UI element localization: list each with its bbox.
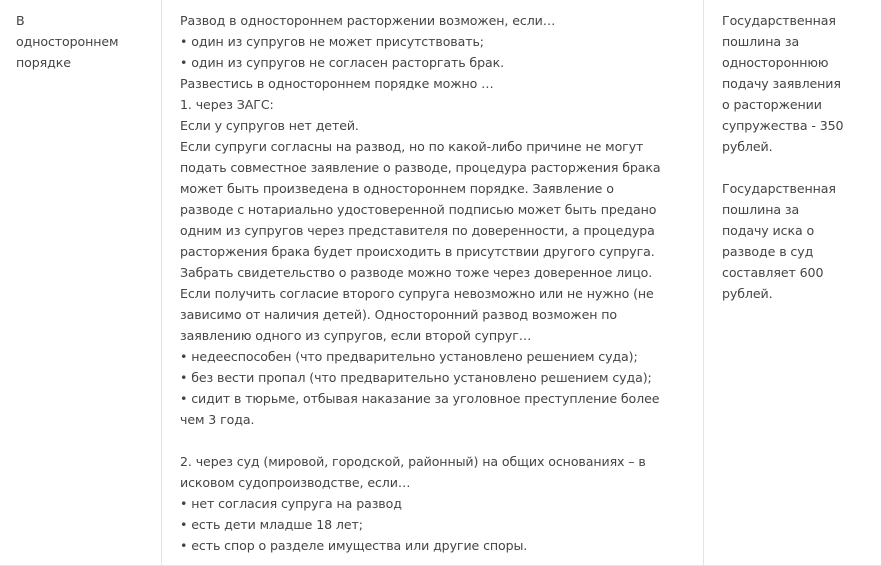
paragraph-spacer [180, 430, 695, 451]
description-line: • есть дети младше 18 лет; [180, 517, 363, 532]
description-line: заявлению одного из супругов, если второй супруг… [180, 328, 532, 343]
fee-line: рублей. [722, 139, 773, 154]
description-line: подать совместное заявление о разводе, процедура расторжения брака [180, 160, 661, 175]
fee-line: Государственная [722, 181, 836, 196]
fee-line: составляет 600 [722, 265, 824, 280]
description-line: расторжения брака будет происходить в присутствии другого супруга. [180, 244, 655, 259]
divorce-type-line: порядке [16, 55, 71, 70]
description-line: Если супруги согласны на развод, но по какой-либо причине не могут [180, 139, 644, 154]
description-line: одним из супругов через представителя по доверенности, а процедура [180, 223, 655, 238]
fee-line: рублей. [722, 286, 773, 301]
description-line: • сидит в тюрьме, отбывая наказание за уголовное преступление более [180, 391, 660, 406]
fee-line: подачу заявления [722, 76, 841, 91]
description-line: Забрать свидетельство о разводе можно тоже через доверенное лицо. [180, 265, 653, 280]
fee-line: Государственная [722, 13, 836, 28]
fee-line: одностороннюю [722, 55, 829, 70]
description-line: Если у супругов нет детей. [180, 118, 359, 133]
fee-line: подачу иска о [722, 223, 815, 238]
divorce-type-line: одностороннем [16, 34, 119, 49]
registry-fee-text [722, 10, 875, 157]
description-line: 2. через суд (мировой, городской, районный) на общих основаниях – в [180, 454, 646, 469]
fee-line: супружества - 350 [722, 118, 844, 133]
description-line: • один из супругов не может присутствовать; [180, 34, 484, 49]
description-line: исковом судопроизводстве, если… [180, 475, 411, 490]
description-line: разводе с нотариально удостоверенной подписью может быть предано [180, 202, 657, 217]
description-line: 1. через ЗАГС: [180, 97, 274, 112]
description-line: может быть произведена в одностороннем порядке. Заявление о [180, 181, 614, 196]
description-line: • недееспособен (что предварительно установлено решением суда); [180, 349, 638, 364]
description-line: • есть спор о разделе имущества или другие споры. [180, 538, 528, 553]
divorce-type-line: В [16, 13, 25, 28]
description-line: • нет согласия супруга на развод [180, 496, 402, 511]
description-line: • один из супругов не согласен расторгать брак. [180, 55, 505, 70]
description-line: • без вести пропал (что предварительно установлено решением суда); [180, 370, 652, 385]
fee-line: пошлина за [722, 202, 800, 217]
fee-line: разводе в суд [722, 244, 814, 259]
fee-line: о расторжении [722, 97, 822, 112]
description-line: чем 3 года. [180, 412, 255, 427]
state-fee-cell [704, 0, 881, 566]
paragraph-spacer [722, 157, 875, 178]
court-fee-text [722, 178, 875, 304]
divorce-description-cell [162, 0, 704, 566]
fee-line: пошлина за [722, 34, 800, 49]
divorce-type-cell [0, 0, 162, 566]
description-line: Развод в одностороннем расторжении возможен, если… [180, 13, 556, 28]
description-line: зависимо от наличия детей). Односторонний развод возможен по [180, 307, 618, 322]
description-line: Развестись в одностороннем порядке можно … [180, 76, 494, 91]
description-line: Если получить согласие второго супруга невозможно или не нужно (не [180, 286, 654, 301]
